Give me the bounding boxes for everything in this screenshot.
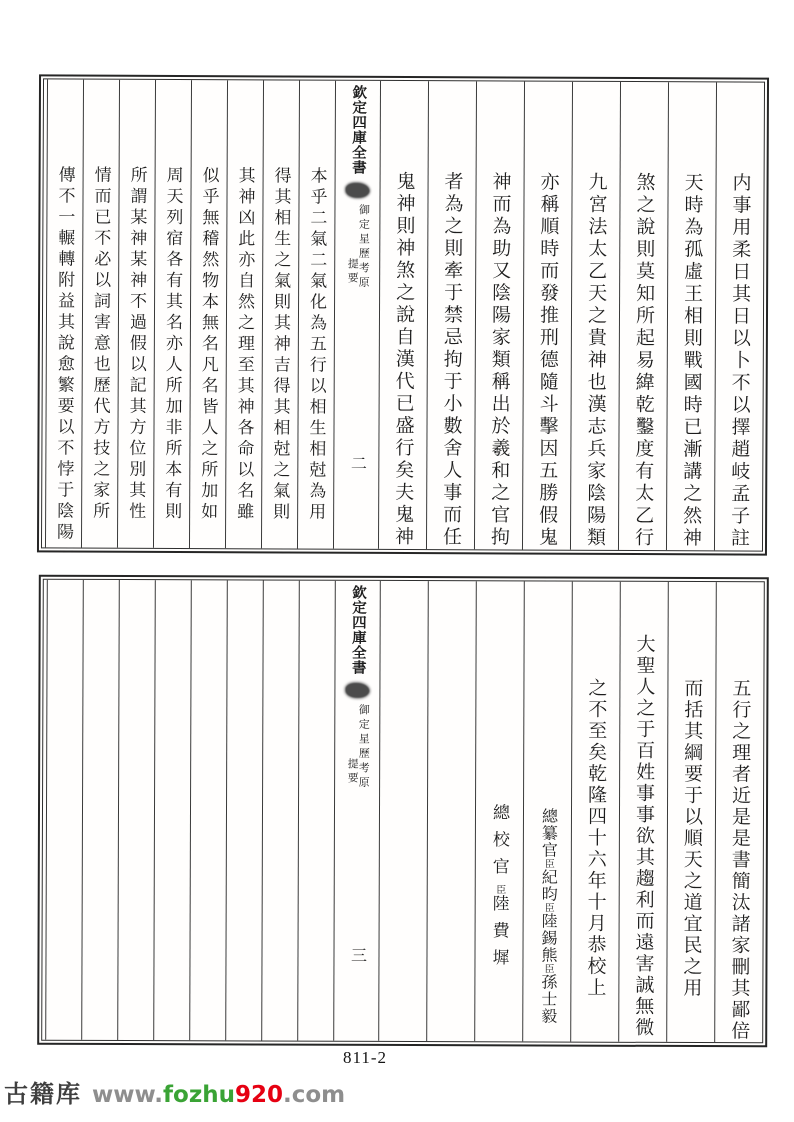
section-label: 提要: [346, 257, 359, 286]
text-column: [117, 80, 155, 548]
text-column: [714, 582, 764, 1042]
official-name: 孫士毅: [538, 973, 556, 1025]
column-text: 而括其綱要于以順天之道宜民之用: [680, 677, 703, 1000]
folio-number: 三: [348, 946, 366, 963]
column-text: 鬼神則神煞之說自漢代已盛行矣夫鬼神: [391, 170, 415, 549]
empty-column: [297, 581, 335, 1041]
rank-marker: 臣: [493, 884, 505, 895]
rank-marker: 臣: [541, 963, 553, 974]
text-column: [666, 82, 716, 550]
work-subtitle: [346, 704, 368, 791]
text-column: [153, 80, 191, 548]
rank-marker: 臣: [542, 902, 554, 913]
official-title: 總校官: [489, 803, 510, 885]
empty-column: [225, 580, 263, 1040]
official-title: 總纂官: [539, 807, 557, 859]
watermark-url-tld: .com: [282, 1082, 346, 1108]
official-name: 陸費墀: [489, 894, 509, 976]
text-column: [189, 80, 227, 548]
book-page-panel-bottom: [37, 575, 769, 1048]
empty-column: [426, 581, 476, 1041]
section-label: 提要: [346, 757, 359, 786]
title-column: [333, 81, 380, 549]
seal-icon: [345, 683, 369, 698]
signature-text: [539, 581, 557, 1041]
column-text: 本乎二氣二氣化為五行以相生相尅為用: [306, 166, 327, 524]
column-text: 煞之說則莫知所起易緯乾鑿度有太乙行: [631, 172, 655, 550]
column-text: 内事用柔日其日以卜不以擇趙岐孟子註: [727, 172, 751, 550]
rank-marker: 臣: [542, 858, 554, 869]
column-text: 周天列宿各有其名亦人所加非所本有則: [162, 165, 183, 524]
text-column: [618, 82, 668, 550]
column-text: 者為之則牽于禁忌拘于小數舍人事而任: [439, 171, 463, 549]
watermark-site-name: 古籍库: [4, 1080, 82, 1108]
watermark-url-domain: fozhu: [163, 1082, 235, 1108]
text-column: [426, 81, 476, 549]
compilers-signature-column: [522, 581, 572, 1041]
work-title: 御定星歷考原: [357, 703, 370, 791]
work-title: 御定星歷考原: [357, 203, 370, 291]
column-grid: [42, 79, 764, 550]
column-text: 傳不一輾轉附益其說愈繁要以不悖于陰陽: [53, 165, 75, 544]
empty-column: [45, 580, 83, 1040]
collection-title: 欽定四庫全書: [349, 584, 367, 675]
title-column: [333, 581, 380, 1041]
proofreader-signature-column: [474, 581, 524, 1041]
work-subtitle: [346, 204, 368, 291]
watermark-url-number: 920: [234, 1082, 283, 1108]
text-column: [570, 582, 620, 1042]
book-page-panel-top: [37, 74, 769, 555]
column-text: 神而為助又陰陽家類稱出於羲和之官拘: [487, 171, 511, 549]
inner-frame: [41, 78, 765, 551]
seal-icon: [346, 183, 370, 198]
inner-frame: [41, 579, 765, 1044]
page-number: 811-2: [343, 1048, 388, 1067]
empty-column: [189, 580, 227, 1040]
text-column: [522, 82, 572, 550]
signature-text: [490, 581, 509, 1041]
column-text: 得其相生之氣則其神吉得其相尅之氣則: [270, 166, 291, 524]
collection-title: 欽定四庫全書: [349, 84, 367, 175]
column-text: 亦稱順時而發推刑德隨斗擊因五勝假鬼: [535, 171, 559, 550]
empty-column: [117, 580, 155, 1040]
text-column: [81, 80, 119, 548]
column-text: 五行之理者近是是書簡汰諸家刪其鄙倍: [728, 678, 751, 1043]
column-text: 似乎無稽然物本無名凡名皆人之所加如: [198, 166, 219, 524]
text-column: [225, 80, 263, 548]
empty-column: [261, 581, 299, 1041]
text-column: [297, 81, 335, 549]
column-text: 情而已不必以詞害意也歷代方技之家所: [90, 165, 111, 523]
text-column: [261, 80, 299, 548]
text-column: [714, 82, 764, 550]
official-name: 陸錫熊: [538, 912, 557, 964]
empty-column: [153, 580, 191, 1040]
folio-number: 二: [348, 454, 366, 471]
text-column: [378, 81, 428, 549]
column-text: 九宮法太乙天之貴神也漢志兵家陰陽類: [583, 171, 607, 550]
text-column: [474, 81, 524, 549]
empty-column: [81, 580, 119, 1040]
text-column: [666, 582, 716, 1042]
text-column: [570, 82, 620, 550]
text-column: [618, 582, 668, 1042]
column-grid: [42, 580, 764, 1043]
watermark-url-www: www.: [92, 1082, 164, 1108]
official-name: 紀昀: [539, 868, 557, 903]
column-text-honorific-raised: 大聖人之于百姓事事欲其趨利而遠害誠無微: [632, 633, 655, 1039]
column-text: 所謂某神某神不過假以記其方位別其性: [126, 165, 147, 523]
column-text: 其神凶此亦自然之理至其神各命以名雖: [234, 166, 255, 524]
empty-column: [378, 581, 428, 1041]
text-column: [45, 79, 83, 547]
column-text: 之不至矣乾隆四十六年十月恭校上: [584, 677, 607, 999]
column-text: 天時為孤虛王相則戰國時已漸講之然神: [679, 172, 703, 550]
watermark: [4, 1074, 345, 1109]
